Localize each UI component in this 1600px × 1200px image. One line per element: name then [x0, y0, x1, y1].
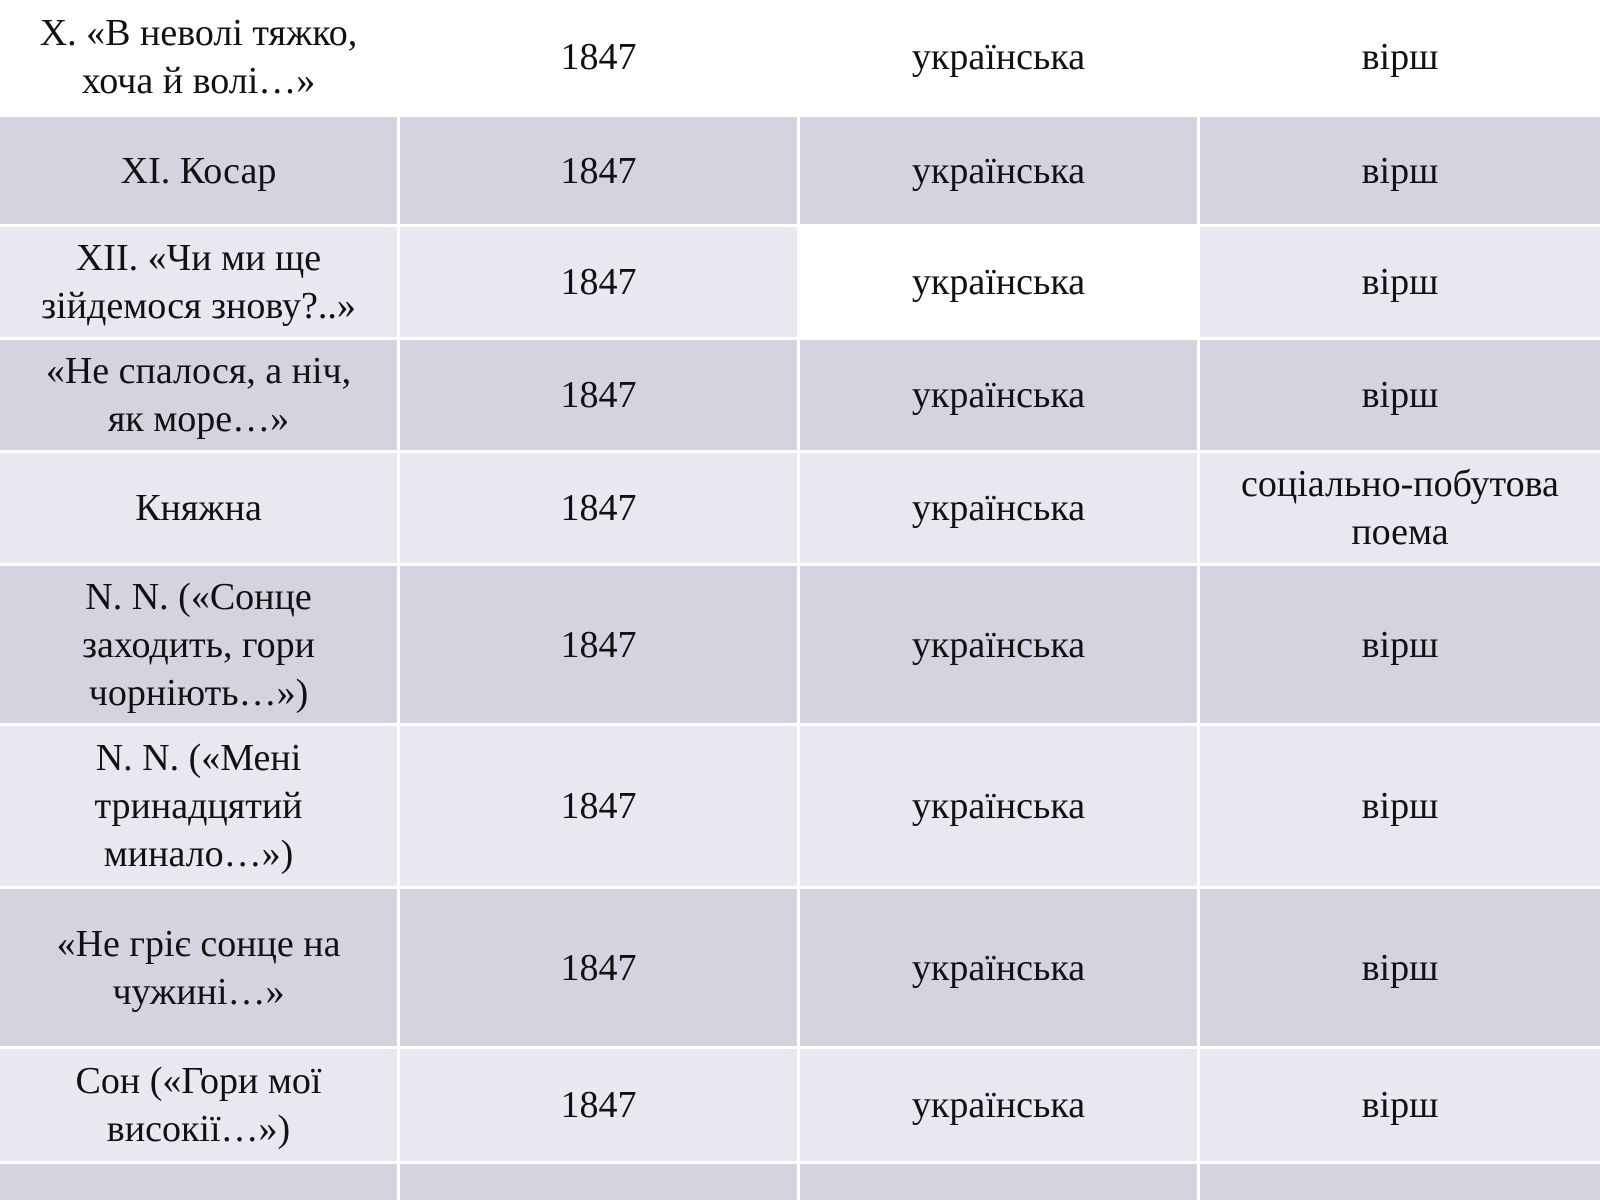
table-row — [0, 0, 1600, 117]
title-cell — [0, 889, 400, 1049]
year-text: 1847 — [560, 374, 637, 416]
genre-cell — [1200, 566, 1600, 726]
language-cell — [800, 340, 1200, 453]
table-row — [0, 227, 1600, 340]
title-cell — [0, 117, 400, 227]
title-cell — [0, 340, 400, 453]
title-cell — [0, 453, 400, 566]
language-text: українська — [911, 149, 1086, 192]
language-cell — [800, 726, 1200, 889]
genre-cell — [1200, 1049, 1600, 1164]
language-text: українська — [911, 785, 1086, 827]
language-text: українська — [911, 623, 1086, 666]
year-text: 1847 — [560, 1084, 637, 1126]
year-cell — [400, 889, 800, 1049]
year-cell — [400, 1049, 800, 1164]
table-row — [0, 726, 1600, 889]
genre-text: вірш — [1361, 946, 1439, 989]
genre-text: вірш — [1361, 36, 1439, 78]
title-text: «Не гріє сонце на чужині…» — [56, 922, 341, 1013]
table-row — [0, 453, 1600, 566]
genre-cell — [1200, 0, 1600, 117]
title-text: Княжна — [135, 487, 262, 529]
genre-cell — [1200, 340, 1600, 453]
language-cell — [800, 227, 1200, 340]
genre-cell — [1200, 889, 1600, 1049]
title-text: Сон («Гори мої високії…») — [75, 1060, 322, 1150]
genre-text: вірш — [1361, 785, 1439, 827]
genre-cell — [1200, 726, 1600, 889]
year-text: 1847 — [560, 623, 637, 666]
year-text: 1847 — [560, 946, 637, 989]
title-text: «Не спалося, а ніч, як море…» — [45, 350, 352, 440]
year-cell — [400, 726, 800, 889]
title-cell — [0, 227, 400, 340]
genre-text: вірш — [1361, 149, 1439, 192]
genre-cell — [1200, 227, 1600, 340]
language-cell — [800, 1049, 1200, 1164]
year-text: 1847 — [560, 36, 637, 78]
genre-text: вірш — [1361, 261, 1439, 303]
title-cell — [0, 1049, 400, 1164]
year-cell — [400, 1164, 800, 1200]
language-text: українська — [911, 1084, 1086, 1126]
language-cell — [800, 0, 1200, 117]
table-row — [0, 117, 1600, 227]
language-text: українська — [911, 261, 1086, 303]
year-text: 1847 — [560, 487, 637, 529]
genre-text: вірш — [1361, 623, 1439, 666]
title-text: XI. Косар — [120, 149, 277, 192]
language-cell — [800, 889, 1200, 1049]
year-cell — [400, 566, 800, 726]
year-cell — [400, 227, 800, 340]
language-cell — [800, 453, 1200, 566]
table-row — [0, 340, 1600, 453]
table-row — [0, 889, 1600, 1049]
year-text: 1847 — [560, 149, 637, 192]
title-cell — [0, 1164, 400, 1200]
title-cell — [0, 726, 400, 889]
year-cell — [400, 340, 800, 453]
table-row-partial — [0, 1164, 1600, 1200]
title-text: N. N. («Мені тринадцятий минало…») — [94, 737, 303, 875]
genre-cell — [1200, 453, 1600, 566]
title-text: XII. «Чи ми ще зійдемося знову?..» — [41, 237, 356, 327]
language-text: українська — [911, 946, 1086, 989]
year-cell — [400, 117, 800, 227]
genre-text: вірш — [1361, 1084, 1439, 1126]
language-cell — [800, 1164, 1200, 1200]
table-row — [0, 1049, 1600, 1164]
language-cell — [800, 566, 1200, 726]
year-text: 1847 — [560, 785, 637, 827]
language-text: українська — [911, 487, 1086, 529]
language-text: українська — [911, 374, 1086, 416]
year-cell — [400, 0, 800, 117]
genre-cell — [1200, 117, 1600, 227]
genre-cell — [1200, 1164, 1600, 1200]
language-cell — [800, 117, 1200, 227]
title-text: X. «В неволі тяжко, хоча й волі…» — [39, 12, 358, 102]
title-cell — [0, 566, 400, 726]
table-row — [0, 566, 1600, 726]
title-text: N. N. («Сонце заходить, гори чорніють…») — [82, 575, 315, 714]
language-text: українська — [911, 36, 1086, 78]
year-text: 1847 — [560, 261, 637, 303]
genre-text: соціально-побутова поема — [1241, 463, 1559, 553]
year-cell — [400, 453, 800, 566]
genre-text: вірш — [1361, 374, 1439, 416]
title-cell — [0, 0, 400, 117]
